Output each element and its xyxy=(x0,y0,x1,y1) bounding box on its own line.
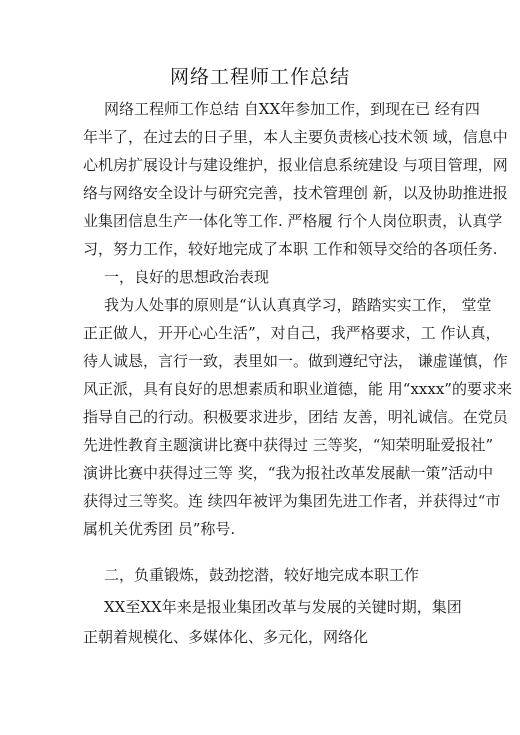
paragraph-line: 年半了，在过去的日子里，本人主要负责核心技术领 域，信息中 xyxy=(83,128,508,146)
paragraph-line: XX至XX年来是报业集团改革与发展的关键时期，集团 xyxy=(104,598,462,616)
document-title: 网络工程师工作总结 xyxy=(169,66,350,88)
paragraph-line: 习，努力工作，较好地完成了本职 工作和领导交给的各项任务. xyxy=(83,240,498,258)
paragraph-line: 我为人处事的原则是“认认真真学习，踏踏实实工作， 堂堂 xyxy=(104,296,492,314)
paragraph-line: 风正派，具有良好的思想素质和职业道德，能 用“xxxx”的要求来 xyxy=(83,380,512,398)
paragraph-line: 获得过三等奖。连 续四年被评为集团先进工作者，并获得过“市 xyxy=(83,492,501,510)
paragraph-line: 正正做人，开开心心生活”，对自己，我严格要求，工 作认真， xyxy=(83,324,501,342)
paragraph-line: 络与网络安全设计与研究完善，技术管理创 新，以及协助推进报 xyxy=(83,184,508,202)
paragraph-line: 正朝着规模化、多媒体化、多元化，网络化 xyxy=(83,628,369,646)
paragraph-line: 业集团信息生产一体化等工作. 严格履 行个人岗位职责，认真学 xyxy=(83,212,503,230)
paragraph-line: 属机关优秀团 员”称号. xyxy=(83,520,236,538)
paragraph-line: 心机房扩展设计与建设维护，报业信息系统建设 与项目管理，网 xyxy=(83,156,508,174)
section-heading: 二，负重锻炼，鼓劲挖潜，较好地完成本职工作 xyxy=(104,566,420,584)
paragraph-line: 指导自己的行动。积极要求进步，团结 友善，明礼诚信。在党员 xyxy=(83,408,508,426)
paragraph-line: 待人诚恳，言行一致，表里如一。做到遵纪守法， 谦虚谨慎，作 xyxy=(83,352,508,370)
paragraph-line: 先进性教育主题演讲比赛中获得过 三等奖，“知荣明耻爱报社” xyxy=(83,436,494,454)
paragraph-line: 演讲比赛中获得过三等 奖，“我为报社改革发展献一策”活动中 xyxy=(83,464,494,482)
paragraph-line: 网络工程师工作总结 自XX年参加工作，到现在已 经有四 xyxy=(104,100,480,118)
section-heading: 一，良好的思想政治表现 xyxy=(104,268,270,286)
